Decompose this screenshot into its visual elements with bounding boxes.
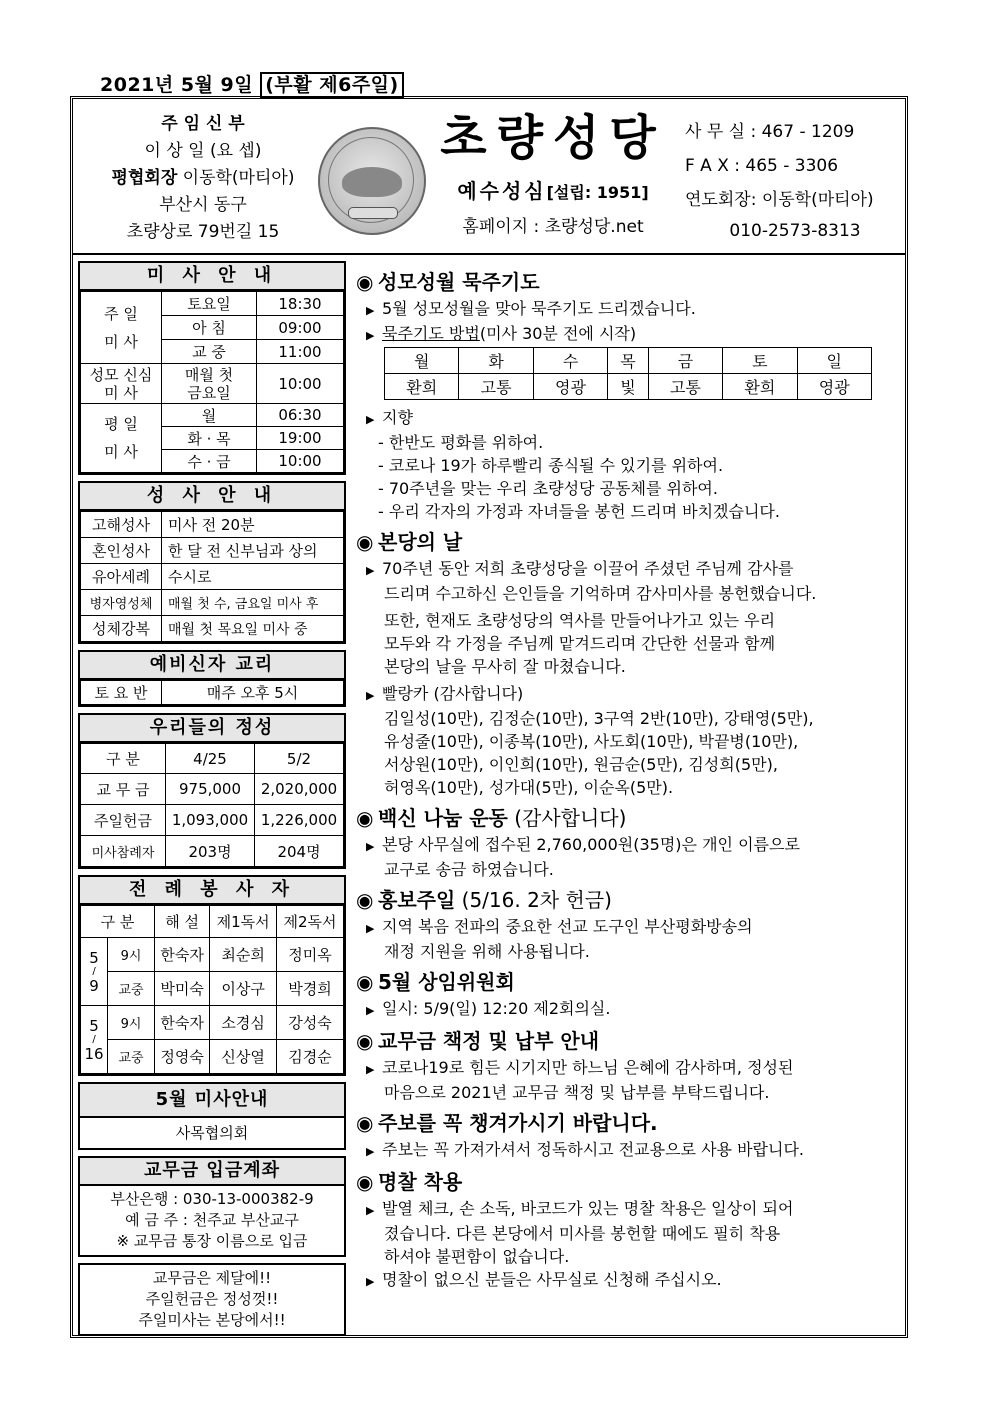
- left-column: [78, 261, 346, 1342]
- bulletin-frame: [70, 96, 908, 1338]
- offerings-table: 구 분 4/25 5/2 교 무 금 975,000 2,020,000 주일헌금 1,093,000 1,226,000 미사참례자 203명 204명: [80, 743, 344, 867]
- founded: [설립: 1951]: [546, 183, 649, 202]
- mobile-phone: 010-2573-8313: [729, 221, 861, 241]
- patron: 예수성심: [457, 179, 547, 203]
- sacraments: 성 사 안 내 고해성사 미사 전 20분 혼인성사 한 달 전 신부님과 상의 유아세례 수시로 병자영성체 매월 첫 수, 금요일 미사 후 성체강복 매월 첫 목요일 미사 중: [78, 481, 346, 644]
- triangle-bullet-icon: ▶: [366, 689, 375, 702]
- section-vaccine: ◉ 백신 나눔 운동 (감사합니다): [356, 803, 901, 833]
- section-committee: ◉ 5월 상임위원회: [356, 967, 901, 997]
- section-parish-day: ◉ 본당의 날: [356, 527, 901, 557]
- target-bullet-icon: ◉: [356, 888, 374, 912]
- section-media-sunday: ◉ 홍보주일 (5/16. 2차 헌금): [356, 885, 901, 915]
- homepage: 홈페이지 : 초량성당.net: [462, 217, 644, 237]
- liturgy-servers: 전 례 봉 사 자 구 분 해 설 제1독서 제2독서 5 / 9 9시 한숙자 최순희 정미옥 교중 박미숙 이상구 박경희 5 / 16 9시 한숙자 소경심 강성숙 교중 정영숙 신상열 김경순: [78, 875, 346, 1076]
- section-rosary: ◉ 성모성월 묵주기도: [356, 267, 901, 297]
- pastor-info: 주 임 신 부 이 상 일 (요 셉) 평협회장 이동학(마티아) 부산시 동구 초량상로 79번길 15: [83, 111, 323, 246]
- triangle-bullet-icon: ▶: [366, 329, 375, 342]
- bulletin-date: 2021년 5월 9일 (부활 제6주일): [100, 70, 404, 97]
- target-bullet-icon: ◉: [356, 270, 374, 294]
- triangle-bullet-icon: ▶: [366, 922, 375, 935]
- triangle-bullet-icon: ▶: [366, 564, 375, 577]
- target-bullet-icon: ◉: [356, 530, 374, 554]
- triangle-bullet-icon: ▶: [366, 1204, 375, 1217]
- target-bullet-icon: ◉: [356, 970, 374, 994]
- church-name: 초량성당: [440, 110, 666, 166]
- fax: F A X : 465 - 3306: [685, 156, 839, 176]
- offerings: 우리들의 정성 구 분 4/25 5/2 교 무 금 975,000 2,020,000 주일헌금 1,093,000 1,226,000 미사참례자 203명 204명: [78, 713, 346, 869]
- target-bullet-icon: ◉: [356, 1029, 374, 1053]
- triangle-bullet-icon: ▶: [366, 413, 375, 426]
- rosary-table: 월 화 수 목 금 토 일 환희 고통 영광 빛 고통 환희 영광: [384, 347, 872, 400]
- section-bulletin: ◉ 주보를 꼭 챙겨가시기 바랍니다.: [356, 1108, 901, 1138]
- contact-info: [685, 115, 905, 245]
- news-column: ◉ 성모성월 묵주기도 ▶ 5월 성모성월을 맞아 묵주기도 드리겠습니다. ▶ 묵주기도 방법(미사 30분 전에 시작) 월 화 수 목 금 토 일 환희 고통 영광 빛 고통 환희 영광 ▶ 지향 - 한반도 평화를 위하여. - 코로나 19가 하루빨리 종식될 수 있기를 위하여. - 70주년을 맞는 우리 초량성당 공동체를 위하여. - 우리 각자의 가정과 자녀들을 봉헌 드리며 바치겠습니다. ◉ 본당의 날 ▶ 70주년 동안 저희 초량성당을 이끌어 주셨던 주님께 감사를 드리며 수고하신 은인들을 기억하며 감사미사를 봉헌했습니다. 또한, 현재도 초량성당의 역사를 만들어나가고 있는 우리 모두와 각 가정을 주님께 맡겨드리며 간단한 선물과 함께 본당의 날을 무사히 잘 마쳤습니다. ▶ 빨랑카 (감사합니다) 김일성(10만), 김정순(10만), 3구역 2반(10만), 강태영(5만), 유성줄(10만), 이종복(10만), 사도회(10만), 박끝병(10만), 서상원(10만), 이인희(10만), 원금순(5만), 김성희(5만), 허영옥(10만), 성가대(5만), 이순옥(5만). ◉ 백신 나눔 운동 (감사합니다) ▶ 본당 사무실에 접수된 2,760,000원(35명)은 개인 이름으로 교구로 송금 하였습니다. ◉ 홍보주일 (5/16. 2차 헌금) ▶ 지역 복음 전파의 중요한 선교 도구인 부산평화방송의 재정 지원을 위해 사용됩니다. ◉ 5월 상임위원회 ▶ 일시: 5/9(일) 12:20 제2회의실. ◉ 교무금 책정 및 납부 안내 ▶ 코로나19로 힘든 시기지만 하느님 은혜에 감사하며, 정성된 마음으로 2021년 교무금 책정 및 납부를 부탁드립니다. ◉ 주보를 꼭 챙겨가시기 바랍니다. ▶ 주보는 꼭 가져가셔서 정독하시고 전교용으로 사용 바랍니다. ◉ 명찰 착용 ▶ 발열 체크, 손 소독, 바코드가 있는 명찰 착용은 일상이 되어 졌습니다. 다른 본당에서 미사를 봉헌할 때에도 필히 착용 하셔야 불편함이 없습니다. ▶ 명찰이 없으신 분들은 사무실로 신청해 주십시오.: [356, 263, 901, 1293]
- servers-table: 구 분 해 설 제1독서 제2독서 5 / 9 9시 한숙자 최순희 정미옥 교중 박미숙 이상구 박경희 5 / 16 9시 한숙자 소경심 강성숙 교중 정영숙 신상열 김경순: [80, 905, 344, 1074]
- reminders: 교무금은 제달에!! 주일헌금은 정성껏!! 주일미사는 본당에서!!: [78, 1263, 346, 1336]
- triangle-bullet-icon: ▶: [366, 304, 375, 317]
- bank-account: 부산은행 : 030-13-000382-9: [110, 1190, 314, 1208]
- triangle-bullet-icon: ▶: [366, 1004, 375, 1017]
- section-name-tag: ◉ 명찰 착용: [356, 1167, 901, 1197]
- triangle-bullet-icon: ▶: [366, 1145, 375, 1158]
- sacraments-table: 고해성사 미사 전 20분 혼인성사 한 달 전 신부님과 상의 유아세례 수시로 병자영성체 매월 첫 수, 금요일 미사 후 성체강복 매월 첫 목요일 미사 중: [80, 511, 344, 642]
- parish-seal-icon: [318, 127, 426, 235]
- lamb-icon: [342, 167, 402, 197]
- donation-account: 교무금 입금계좌 부산은행 : 030-13-000382-9 예 금 주 : 천주교 부산교구 ※ 교무금 통장 이름으로 입금: [78, 1156, 346, 1257]
- pastor-name: 이 상 일 (요 셉): [144, 141, 262, 161]
- may-mass-notice: 5월 미사안내 사목협의회: [78, 1082, 346, 1150]
- triangle-bullet-icon: ▶: [366, 1063, 375, 1076]
- target-bullet-icon: ◉: [356, 1111, 374, 1135]
- liturgical-day: (부활 제6주일): [260, 72, 403, 98]
- masthead: [73, 99, 905, 255]
- catechumen-class: 예비신자 교리 토 요 반 매주 오후 5시: [78, 650, 346, 707]
- triangle-bullet-icon: ▶: [366, 1275, 375, 1288]
- mass-schedule: 미 사 안 내 주 일 미 사 토요일 18:30 아 침 09:00 교 중 11:00 성모 신심 미 사 매월 첫 금요일 10:00 평 일 미 사 월 06:30 화 · 목 19:00 수 · 금 10:00: [78, 261, 346, 475]
- triangle-bullet-icon: ▶: [366, 840, 375, 853]
- section-dues: ◉ 교무금 책정 및 납부 안내: [356, 1026, 901, 1056]
- mass-table: 주 일 미 사 토요일 18:30 아 침 09:00 교 중 11:00 성모 신심 미 사 매월 첫 금요일 10:00 평 일 미 사 월 06:30 화 · 목 19:00 수 · 금 10:00: [80, 291, 344, 473]
- office-phone: 사 무 실 : 467 - 1209: [685, 122, 855, 142]
- senior-council: 연도회장: 이동학(마티아): [685, 190, 874, 210]
- church-title-block: [428, 109, 678, 237]
- target-bullet-icon: ◉: [356, 1170, 374, 1194]
- target-bullet-icon: ◉: [356, 806, 374, 830]
